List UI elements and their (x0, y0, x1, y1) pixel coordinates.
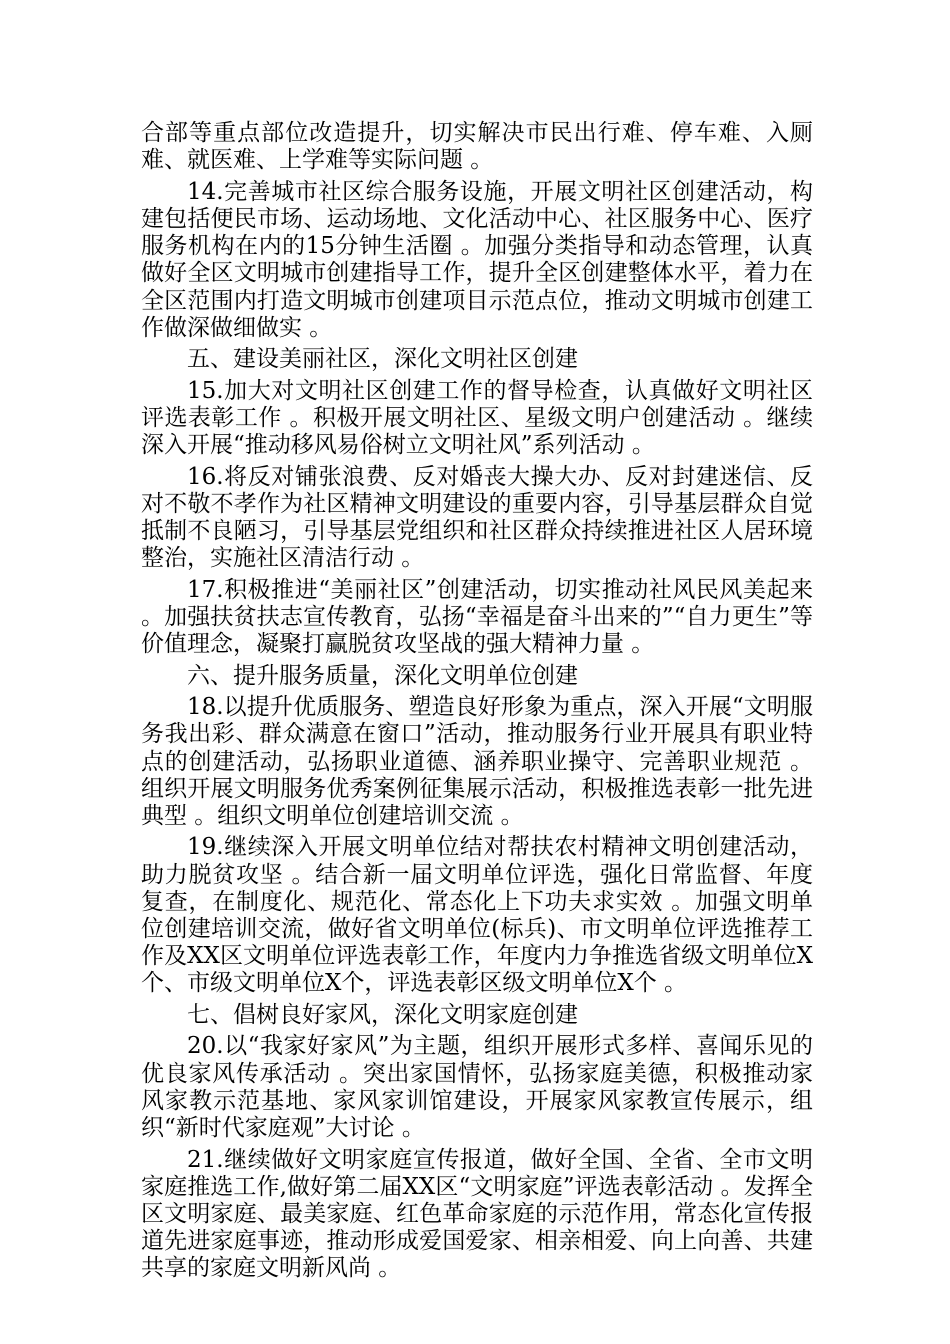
paragraph-item-21: 21.继续做好文明家庭宣传报道，做好全国、全省、全市文明家庭推选工作,做好第二届XX区“文明家庭”评选表彰活动 。发挥全区文明家庭、最美家庭、红色革命家庭的示范作用，常态化宣传报道先进家庭事迹，推动形成爱国爱家、相亲相爱、向上向善、共建共享的家庭文明新风尚 。 (141, 1146, 813, 1282)
paragraph-item-17: 17.积极推进“美丽社区”创建活动，切实推动社风民风美起来 。加强扶贫扶志宣传教育，弘扬“幸福是奋斗出来的”“自力更生”等价值理念，凝聚打赢脱贫攻坚战的强大精神力量 。 (141, 576, 813, 658)
paragraph-continuation: 合部等重点部位改造提升，切实解决市民出行难、停车难、入厕难、就医难、上学难等实际问题 。 (141, 120, 813, 174)
paragraph-item-20: 20.以“我家好家风”为主题，组织开展形式多样、喜闻乐见的优良家风传承活动 。突出家国情怀，弘扬家庭美德，积极推动家风家教示范基地、家风家训馆建设，开展家风家教宣传展示，组织“新时代家庭观”大讨论 。 (141, 1033, 813, 1142)
section-heading-7: 七、倡树良好家风，深化文明家庭创建 (187, 1001, 578, 1028)
document-body (141, 120, 813, 1287)
paragraph-item-19: 19.继续深入开展文明单位结对帮扶农村精神文明创建活动，助力脱贫攻坚 。结合新一届文明单位评选，强化日常监督、年度复查，在制度化、规范化、常态化上下功夫求实效 。加强文明单位创建培训交流，做好省文明单位(标兵)、市文明单位评选推荐工作及XX区文明单位评选表彰工作，年度内力争推选省级文明单位X个、市级文明单位X个，评选表彰区级文明单位X个 。 (141, 834, 813, 997)
paragraph-item-14: 14.完善城市社区综合服务设施，开展文明社区创建活动，构建包括便民市场、运动场地、文化活动中心、社区服务中心、医疗服务机构在内的15分钟生活圈 。加强分类指导和动态管理，认真做好全区文明城市创建指导工作，提升全区创建整体水平，着力在全区范围内打造文明城市创建项目示范点位，推动文明城市创建工作做深做细做实 。 (141, 178, 813, 341)
paragraph-item-16: 16.将反对铺张浪费、反对婚丧大操大办、反对封建迷信、反对不敬不孝作为社区精神文明建设的重要内容，引导基层群众自觉抵制不良陋习，引导基层党组织和社区群众持续推进社区人居环境整治，实施社区清洁行动 。 (141, 463, 813, 572)
paragraph-item-18: 18.以提升优质服务、塑造良好形象为重点，深入开展“文明服务我出彩、群众满意在窗口”活动，推动服务行业开展具有职业特点的创建活动，弘扬职业道德、涵养职业操守、完善职业规范 。组织开展文明服务优秀案例征集展示活动，积极推选表彰一批先进典型 。组织文明单位创建培训交流 。 (141, 694, 813, 829)
section-heading-5: 五、建设美丽社区，深化文明社区创建 (187, 346, 578, 373)
paragraph-item-15: 15.加大对文明社区创建工作的督导检查，认真做好文明社区评选表彰工作 。积极开展文明社区、星级文明户创建活动 。继续深入开展“推动移风易俗树立文明社风”系列活动 。 (141, 377, 813, 459)
section-heading-6: 六、提升服务质量，深化文明单位创建 (187, 662, 578, 689)
